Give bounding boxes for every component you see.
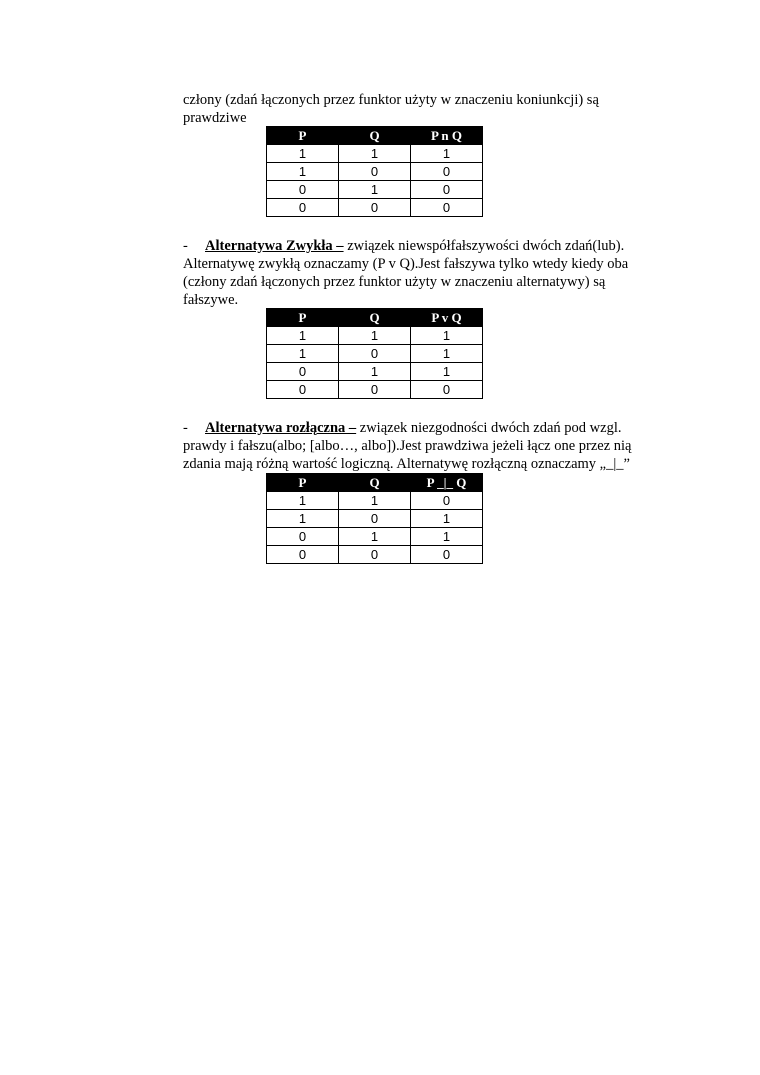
table-cell: 1 xyxy=(267,327,339,345)
table-cell: 1 xyxy=(339,492,411,510)
text-line: (człony zdań łączonych przez funktor użyty w znaczeniu alternatywy) są xyxy=(183,274,606,290)
table-row xyxy=(267,363,483,381)
text-line: fałszywe. xyxy=(183,292,239,308)
table-header-row xyxy=(267,309,483,327)
table-cell: 1 xyxy=(267,492,339,510)
table-cell: 0 xyxy=(267,528,339,546)
header-cell: P n Q xyxy=(411,127,483,145)
table-cell: 0 xyxy=(339,199,411,217)
term-heading: Alternatywa Zwykła – xyxy=(205,238,344,254)
list-dash: - xyxy=(183,238,188,254)
table-row xyxy=(267,528,483,546)
alternatywa-zwykla-truth-table xyxy=(266,308,483,399)
text-line: człony (zdań łączonych przez funktor użyty w znaczeniu koniunkcji) są xyxy=(183,92,599,108)
table-row xyxy=(267,510,483,528)
table-cell: 0 xyxy=(267,181,339,199)
table-row xyxy=(267,181,483,199)
text-line xyxy=(183,237,673,255)
table-cell: 1 xyxy=(339,145,411,163)
table-cell: 0 xyxy=(339,345,411,363)
table-cell: 0 xyxy=(411,546,483,564)
list-dash: - xyxy=(183,420,188,436)
table-cell: 1 xyxy=(339,181,411,199)
table-header-row xyxy=(267,127,483,145)
alternatywa-rozlaczna-truth-table xyxy=(266,473,483,564)
table-cell: 0 xyxy=(411,181,483,199)
table-row xyxy=(267,381,483,399)
table-row xyxy=(267,546,483,564)
header-cell: Q xyxy=(339,309,411,327)
header-cell: P _|_ Q xyxy=(411,474,483,492)
header-cell: Q xyxy=(339,127,411,145)
table-row xyxy=(267,492,483,510)
header-cell: P xyxy=(267,127,339,145)
term-definition: związek niewspółfałszywości dwóch zdań(lub). xyxy=(343,238,625,254)
table-cell: 0 xyxy=(339,510,411,528)
table-cell: 1 xyxy=(411,145,483,163)
table-cell: 0 xyxy=(267,199,339,217)
conjunction-paragraph xyxy=(183,91,673,127)
text-line: Alternatywę zwykłą oznaczamy (P v Q).Jest fałszywa tylko wtedy kiedy oba xyxy=(183,256,629,272)
table-cell: 1 xyxy=(411,528,483,546)
header-cell: P xyxy=(267,309,339,327)
table-cell: 1 xyxy=(411,510,483,528)
table-cell: 1 xyxy=(411,345,483,363)
text-line xyxy=(183,419,673,437)
term-heading: Alternatywa rozłączna – xyxy=(205,420,357,436)
text-line: prawdziwe xyxy=(183,110,247,126)
table-cell: 1 xyxy=(339,528,411,546)
header-cell: Q xyxy=(339,474,411,492)
table-cell: 1 xyxy=(339,327,411,345)
text-line: zdania mają różną wartość logiczną. Alternatywę rozłączną oznaczamy „_|_” xyxy=(183,456,630,472)
table-cell: 0 xyxy=(411,381,483,399)
table-cell: 0 xyxy=(339,381,411,399)
table-row xyxy=(267,345,483,363)
table-cell: 0 xyxy=(411,492,483,510)
term-definition: związek niezgodności dwóch zdań pod wzgl. xyxy=(356,420,622,436)
table-row xyxy=(267,163,483,181)
table-cell: 1 xyxy=(267,510,339,528)
table-cell: 0 xyxy=(411,199,483,217)
table-cell: 0 xyxy=(267,546,339,564)
table-cell: 0 xyxy=(411,163,483,181)
alternatywa-rozlaczna-paragraph xyxy=(183,419,673,473)
table-header-row xyxy=(267,474,483,492)
table-cell: 1 xyxy=(267,345,339,363)
table-row xyxy=(267,199,483,217)
table-cell: 1 xyxy=(267,145,339,163)
table-cell: 0 xyxy=(339,546,411,564)
table-cell: 0 xyxy=(339,163,411,181)
header-cell: P v Q xyxy=(411,309,483,327)
table-cell: 1 xyxy=(267,163,339,181)
table-cell: 1 xyxy=(339,363,411,381)
table-cell: 1 xyxy=(411,327,483,345)
alternatywa-zwykla-paragraph xyxy=(183,237,673,309)
conjunction-truth-table xyxy=(266,126,483,217)
table-cell: 0 xyxy=(267,381,339,399)
text-line: prawdy i fałszu(albo; [albo…, albo]).Jest prawdziwa jeżeli łącz one przez nią xyxy=(183,438,632,454)
table-cell: 1 xyxy=(411,363,483,381)
table-row xyxy=(267,327,483,345)
table-row xyxy=(267,145,483,163)
header-cell: P xyxy=(267,474,339,492)
table-cell: 0 xyxy=(267,363,339,381)
